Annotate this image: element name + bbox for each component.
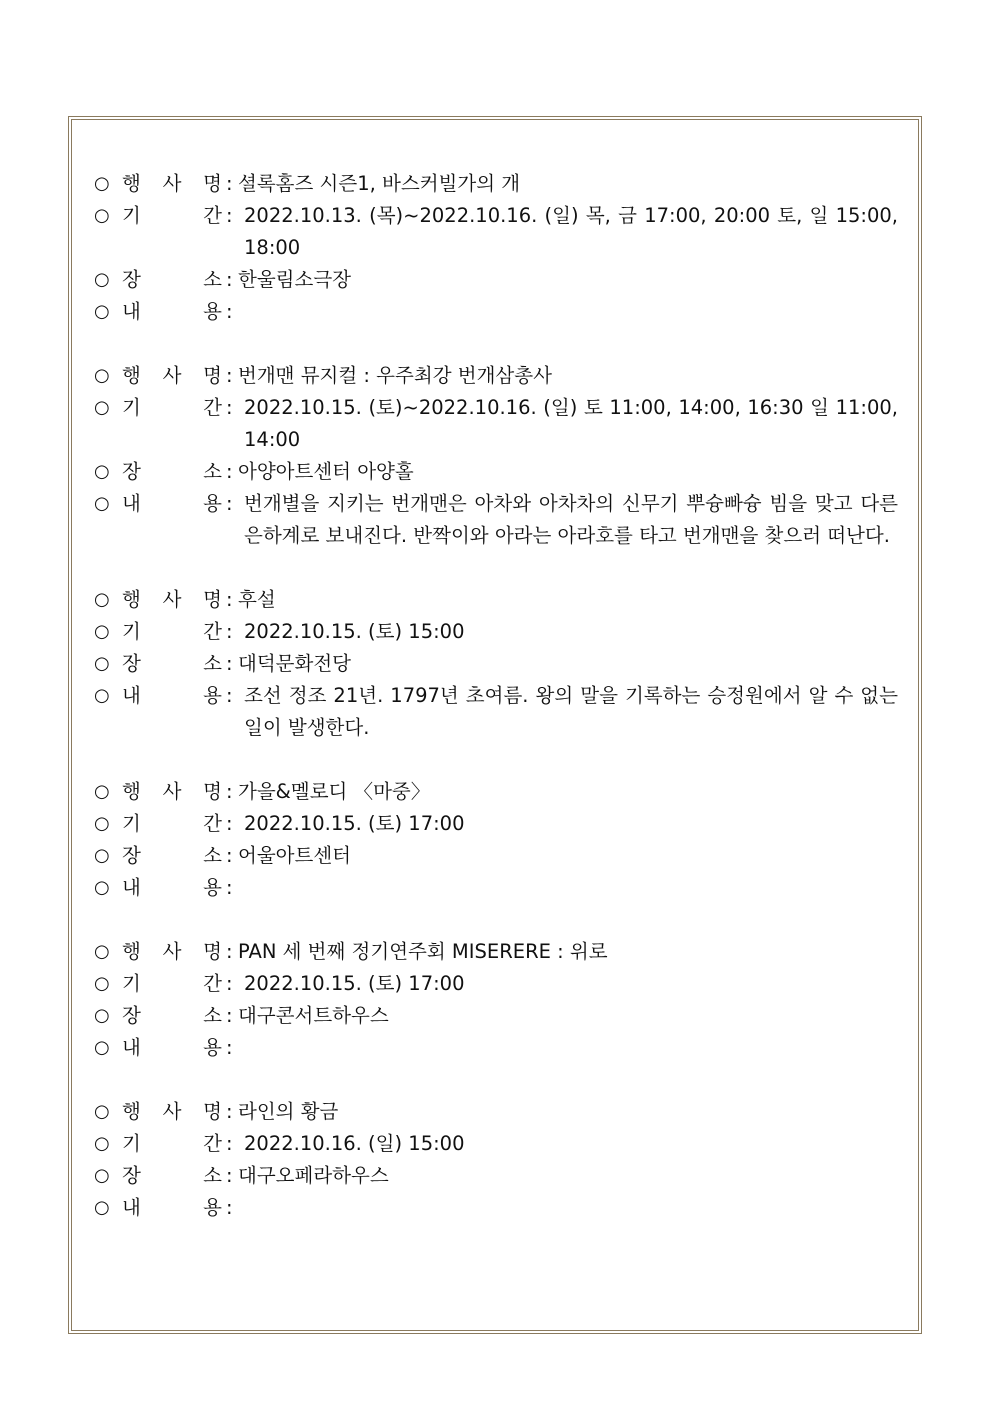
event-period-row	[94, 808, 898, 840]
event-name-value: 번개맨 뮤지컬 : 우주최강 번개삼총사	[238, 364, 552, 387]
field-label-char: 명	[203, 1100, 222, 1123]
field-label-char: 소	[203, 1004, 222, 1027]
event-place-value: 아양아트센터 아양홀	[238, 460, 414, 483]
field-label-char: 행	[122, 940, 141, 963]
circle-bullet-icon: ○	[94, 781, 110, 802]
field-label-char: 명	[203, 364, 222, 387]
event-block	[94, 1096, 898, 1224]
field-label-char: 기	[122, 1132, 141, 1155]
field-label-char: 기	[122, 620, 141, 643]
event-name-value: 셜록홈즈 시즌1, 바스커빌가의 개	[238, 172, 521, 195]
field-label-char: 기	[122, 396, 141, 419]
field-colon: :	[226, 972, 233, 995]
event-place-value: 어울아트센터	[238, 844, 352, 867]
field-label	[122, 872, 226, 904]
circle-bullet-icon: ○	[94, 301, 110, 322]
circle-bullet-icon: ○	[94, 1165, 110, 1186]
event-period-row	[94, 616, 898, 648]
field-label	[122, 648, 226, 680]
field-label-char: 내	[122, 1036, 141, 1059]
event-block	[94, 584, 898, 744]
field-label-char: 간	[203, 1132, 222, 1155]
field-label-char: 장	[122, 652, 141, 675]
field-label	[122, 936, 226, 968]
field-label	[122, 1096, 226, 1128]
field-colon: :	[226, 812, 233, 835]
field-colon: :	[226, 684, 233, 707]
field-colon: :	[226, 364, 233, 387]
event-list	[94, 168, 898, 1256]
circle-bullet-icon: ○	[94, 1101, 110, 1122]
event-period-value: 2022.10.15. (토) 15:00	[244, 620, 465, 643]
circle-bullet-icon: ○	[94, 845, 110, 866]
circle-bullet-icon: ○	[94, 493, 110, 514]
field-label	[122, 456, 226, 488]
field-label-char: 소	[203, 460, 222, 483]
field-label-char: 내	[122, 300, 141, 323]
field-colon: :	[226, 300, 233, 323]
event-content-row	[94, 1192, 898, 1224]
field-colon: :	[226, 492, 233, 515]
event-name-row	[94, 360, 898, 392]
event-period-row	[94, 392, 898, 456]
circle-bullet-icon: ○	[94, 461, 110, 482]
event-name-value: 가을&멜로디 〈마중〉	[238, 780, 431, 803]
circle-bullet-icon: ○	[94, 1005, 110, 1026]
event-period-value: 2022.10.16. (일) 15:00	[244, 1132, 465, 1155]
field-label	[122, 776, 226, 808]
field-colon: :	[226, 940, 233, 963]
circle-bullet-icon: ○	[94, 813, 110, 834]
field-label-char: 소	[203, 268, 222, 291]
field-label-char: 장	[122, 844, 141, 867]
circle-bullet-icon: ○	[94, 685, 110, 706]
event-place-value: 한울림소극장	[238, 268, 352, 291]
circle-bullet-icon: ○	[94, 173, 110, 194]
event-name-row	[94, 776, 898, 808]
field-label-char: 간	[203, 812, 222, 835]
circle-bullet-icon: ○	[94, 397, 110, 418]
field-colon: :	[226, 588, 233, 611]
field-label-char: 간	[203, 204, 222, 227]
field-label-char: 기	[122, 204, 141, 227]
field-label-char: 사	[162, 172, 182, 195]
event-period-value: 2022.10.13. (목)~2022.10.16. (일) 목, 금 17:00, 20:00 토, 일 15:00, 18:00	[244, 204, 898, 259]
field-colon: :	[226, 844, 233, 867]
field-label	[122, 840, 226, 872]
field-colon: :	[226, 396, 233, 419]
field-label	[122, 296, 226, 328]
event-name-row	[94, 584, 898, 616]
event-name-row	[94, 936, 898, 968]
circle-bullet-icon: ○	[94, 973, 110, 994]
field-label	[122, 168, 226, 200]
event-content-row	[94, 1032, 898, 1064]
field-label	[122, 1192, 226, 1224]
field-label	[122, 1160, 226, 1192]
field-label-char: 장	[122, 268, 141, 291]
event-period-row	[94, 200, 898, 264]
circle-bullet-icon: ○	[94, 653, 110, 674]
event-place-row	[94, 264, 898, 296]
field-label-char: 내	[122, 1196, 141, 1219]
field-label-char: 행	[122, 172, 141, 195]
event-name-value: PAN 세 번째 정기연주회 MISERERE : 위로	[238, 940, 608, 963]
event-place-value: 대구오페라하우스	[238, 1164, 389, 1187]
circle-bullet-icon: ○	[94, 205, 110, 226]
field-label-char: 용	[203, 492, 222, 515]
field-label-char: 내	[122, 876, 141, 899]
field-label-char: 장	[122, 460, 141, 483]
field-label-char: 장	[122, 1004, 141, 1027]
field-label	[122, 200, 226, 232]
field-label-char: 사	[162, 940, 182, 963]
field-label-char: 사	[162, 780, 182, 803]
field-label	[122, 808, 226, 840]
field-label-char: 사	[162, 364, 182, 387]
circle-bullet-icon: ○	[94, 269, 110, 290]
field-label-char: 용	[203, 684, 222, 707]
field-label-char: 용	[203, 300, 222, 323]
event-content-value: 번개별을 지키는 번개맨은 아차와 아차차의 신무기 뿌슝빠슝 빔을 맞고 다른 은하계로 보내진다. 반짝이와 아라는 아라호를 타고 번개맨을 찾으러 떠난다.	[244, 492, 898, 547]
event-name-value: 라인의 황금	[238, 1100, 339, 1123]
field-colon: :	[226, 1004, 233, 1027]
circle-bullet-icon: ○	[94, 1197, 110, 1218]
field-label	[122, 1000, 226, 1032]
field-label-char: 용	[203, 876, 222, 899]
field-colon: :	[226, 1196, 233, 1219]
field-colon: :	[226, 172, 233, 195]
field-label	[122, 488, 226, 520]
event-place-value: 대구콘서트하우스	[238, 1004, 389, 1027]
field-colon: :	[226, 876, 233, 899]
field-colon: :	[226, 1164, 233, 1187]
circle-bullet-icon: ○	[94, 1133, 110, 1154]
field-label-char: 간	[203, 972, 222, 995]
event-place-row	[94, 648, 898, 680]
field-label-char: 명	[203, 780, 222, 803]
field-label-char: 행	[122, 588, 141, 611]
field-label-char: 기	[122, 972, 141, 995]
field-colon: :	[226, 1132, 233, 1155]
field-label	[122, 616, 226, 648]
field-label-char: 사	[162, 588, 182, 611]
field-label	[122, 392, 226, 424]
field-colon: :	[226, 780, 233, 803]
event-period-row	[94, 1128, 898, 1160]
field-colon: :	[226, 652, 233, 675]
event-place-row	[94, 456, 898, 488]
event-block	[94, 360, 898, 552]
field-label-char: 용	[203, 1036, 222, 1059]
event-name-value: 후설	[238, 588, 276, 611]
field-label	[122, 968, 226, 1000]
circle-bullet-icon: ○	[94, 589, 110, 610]
event-period-value: 2022.10.15. (토) 17:00	[244, 972, 465, 995]
field-colon: :	[226, 460, 233, 483]
event-period-value: 2022.10.15. (토)~2022.10.16. (일) 토 11:00, 14:00, 16:30 일 11:00, 14:00	[244, 396, 898, 451]
field-colon: :	[226, 1036, 233, 1059]
circle-bullet-icon: ○	[94, 877, 110, 898]
field-label-char: 명	[203, 940, 222, 963]
field-label-char: 행	[122, 780, 141, 803]
event-name-row	[94, 168, 898, 200]
event-name-row	[94, 1096, 898, 1128]
field-label	[122, 680, 226, 712]
field-label-char: 내	[122, 492, 141, 515]
event-content-row	[94, 680, 898, 744]
field-colon: :	[226, 268, 233, 291]
field-label-char: 소	[203, 652, 222, 675]
circle-bullet-icon: ○	[94, 365, 110, 386]
event-content-row	[94, 488, 898, 552]
field-colon: :	[226, 1100, 233, 1123]
field-label	[122, 1128, 226, 1160]
field-label-char: 사	[162, 1100, 182, 1123]
field-label-char: 명	[203, 588, 222, 611]
event-period-row	[94, 968, 898, 1000]
field-label-char: 장	[122, 1164, 141, 1187]
circle-bullet-icon: ○	[94, 941, 110, 962]
event-place-row	[94, 1000, 898, 1032]
field-label-char: 내	[122, 684, 141, 707]
field-label-char: 소	[203, 1164, 222, 1187]
event-block	[94, 936, 898, 1064]
field-label	[122, 584, 226, 616]
event-block	[94, 776, 898, 904]
field-label	[122, 1032, 226, 1064]
event-place-row	[94, 1160, 898, 1192]
event-place-value: 대덕문화전당	[238, 652, 352, 675]
field-label-char: 명	[203, 172, 222, 195]
field-label-char: 간	[203, 620, 222, 643]
event-content-value: 조선 정조 21년. 1797년 초여름. 왕의 말을 기록하는 승정원에서 알 수 없는 일이 발생한다.	[244, 684, 898, 739]
event-content-row	[94, 296, 898, 328]
field-label-char: 간	[203, 396, 222, 419]
field-label-char: 용	[203, 1196, 222, 1219]
field-label-char: 소	[203, 844, 222, 867]
field-colon: :	[226, 620, 233, 643]
field-colon: :	[226, 204, 233, 227]
circle-bullet-icon: ○	[94, 621, 110, 642]
event-content-row	[94, 872, 898, 904]
field-label-char: 행	[122, 1100, 141, 1123]
circle-bullet-icon: ○	[94, 1037, 110, 1058]
event-period-value: 2022.10.15. (토) 17:00	[244, 812, 465, 835]
field-label-char: 행	[122, 364, 141, 387]
event-place-row	[94, 840, 898, 872]
field-label-char: 기	[122, 812, 141, 835]
event-block	[94, 168, 898, 328]
field-label	[122, 360, 226, 392]
field-label	[122, 264, 226, 296]
